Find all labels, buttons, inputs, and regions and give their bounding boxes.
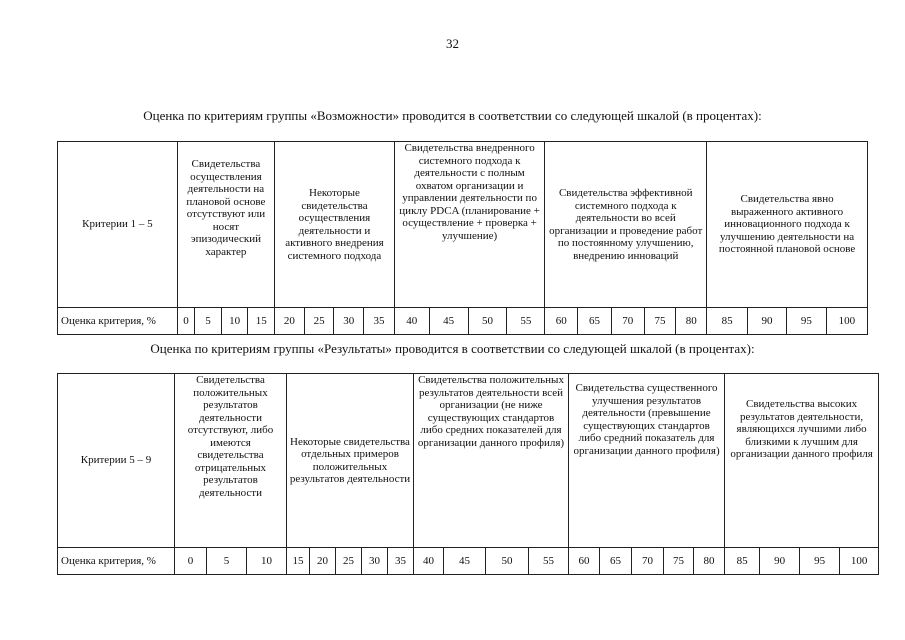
score-cell: 100: [840, 548, 879, 575]
level-description: Свидетельства эффективной системного подхода к деятельности во всей организации и проведение работ по постоянному улучшению, внедрению инноваций: [545, 142, 707, 308]
score-cell: 0: [177, 308, 194, 335]
score-cell: 65: [600, 548, 632, 575]
score-cell: 30: [334, 308, 364, 335]
score-cell: 50: [486, 548, 529, 575]
level-description: Свидетельства существенного улучшения результатов деятельности (превышение существующих стандартов либо средний показатель для организации данного профиля): [569, 374, 725, 548]
score-cell: 25: [304, 308, 334, 335]
score-cell: 100: [826, 308, 867, 335]
score-cell: 15: [287, 548, 310, 575]
score-cell: 10: [247, 548, 287, 575]
score-cell: 40: [394, 308, 429, 335]
level-description: Свидетельства внедренного системного подхода к деятельности с полным охватом организации и управлении деятельности по циклу PDCA (планирование + осуществление + проверка + улучшение): [394, 142, 544, 308]
table-row: [58, 308, 868, 335]
score-cell: 90: [760, 548, 800, 575]
score-cell: 65: [578, 308, 612, 335]
score-cell: 55: [507, 308, 545, 335]
score-cell: 85: [707, 308, 748, 335]
score-cell: 75: [664, 548, 694, 575]
score-cell: 0: [175, 548, 207, 575]
score-cell: 60: [569, 548, 600, 575]
score-cell: 5: [207, 548, 247, 575]
score-cell: 10: [221, 308, 248, 335]
section1-heading: Оценка по критериям группы «Возможности» проводится в соответствии со следующей шкалой (в процентах):: [143, 108, 762, 123]
score-cell: 80: [694, 548, 725, 575]
score-cell: 70: [611, 308, 644, 335]
score-label: Оценка критерия, %: [58, 548, 175, 575]
score-cell: 80: [676, 308, 707, 335]
score-label: Оценка критерия, %: [58, 308, 178, 335]
score-cell: 60: [545, 308, 578, 335]
score-cell: 45: [444, 548, 486, 575]
score-cell: 75: [644, 308, 676, 335]
score-cell: 20: [275, 308, 305, 335]
score-cell: 90: [748, 308, 787, 335]
score-cell: 85: [725, 548, 760, 575]
level-description: Свидетельства явно выраженного активного инновационного подхода к улучшению деятельности на постоянной плановой основе: [707, 142, 868, 308]
score-cell: 5: [195, 308, 222, 335]
score-cell: 45: [429, 308, 468, 335]
table-row: [58, 548, 879, 575]
opportunities-scale-table: [57, 141, 868, 335]
score-cell: 70: [632, 548, 664, 575]
score-cell: 50: [468, 308, 507, 335]
level-description: Свидетельства положительных результатов деятельности всей организации (не ниже существующих стандартов либо средних показателей для организации данного профиля): [414, 374, 569, 548]
level-description: Свидетельства высоких результатов деятельности, являющихся лучшими либо близкими к лучшим для организации данного профиля: [725, 374, 879, 548]
score-cell: 40: [414, 548, 444, 575]
section2-heading: Оценка по критериям группы «Результаты» проводится в соответствии со следующей шкалой (в процентах):: [150, 341, 755, 356]
table-row: [58, 374, 879, 548]
results-scale-table: [57, 373, 879, 575]
level-description: Некоторые свидетельства отдельных примеров положительных результатов деятельности: [287, 374, 414, 548]
score-cell: 95: [800, 548, 840, 575]
score-cell: 95: [786, 308, 826, 335]
table-row: [58, 142, 868, 308]
page-number: 32: [446, 36, 459, 51]
level-description: Свидетельства положительных результатов деятельности отсутствуют, либо имеются свидетельства отрицательных результатов деятельности: [175, 374, 287, 548]
level-description: Свидетельства осуществления деятельности на плановой основе отсутствуют или носят эпизодический характер: [177, 142, 274, 308]
score-cell: 35: [364, 308, 395, 335]
score-cell: 55: [529, 548, 569, 575]
score-cell: 15: [248, 308, 275, 335]
criteria-label: Критерии 5 – 9: [58, 374, 175, 548]
score-cell: 25: [336, 548, 362, 575]
score-cell: 35: [388, 548, 414, 575]
criteria-label: Критерии 1 – 5: [58, 142, 178, 308]
level-description: Некоторые свидетельства осуществления деятельности и активного внедрения системного подхода: [275, 142, 395, 308]
score-cell: 20: [310, 548, 336, 575]
score-cell: 30: [362, 548, 388, 575]
